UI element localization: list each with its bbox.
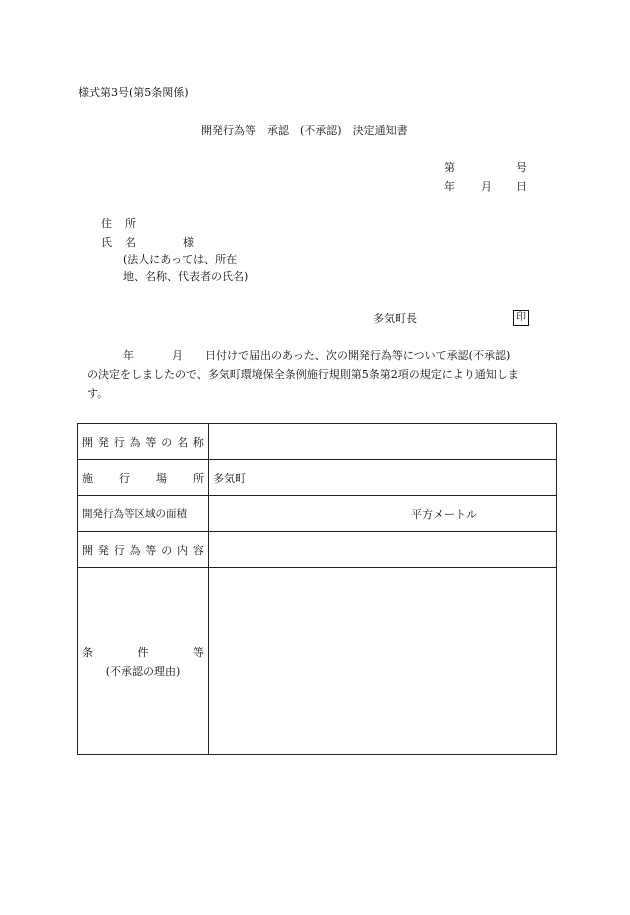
date-day: 日 <box>516 180 527 193</box>
label-char: 行 <box>119 471 130 485</box>
date-month: 月 <box>481 180 492 193</box>
name-label-1: 氏 <box>101 236 112 249</box>
table-row-area <box>78 496 557 532</box>
row-name-value[interactable] <box>209 424 557 460</box>
label-char: 等 <box>193 645 204 659</box>
row-conditions-value[interactable] <box>209 568 557 755</box>
label-char: 名 <box>177 435 189 449</box>
row-content-value[interactable] <box>209 532 557 568</box>
label-char: 開 <box>82 435 93 449</box>
label-char: 等 <box>145 435 157 449</box>
date-year: 年 <box>444 180 455 193</box>
number-dai: 第 <box>444 161 455 174</box>
label-char: 行 <box>113 435 125 449</box>
row-conditions-label <box>78 568 209 755</box>
body-text-line1: 日付けで届出のあった、次の開発行為等について承認(不承認) <box>205 349 511 362</box>
label-char: 発 <box>97 543 109 557</box>
label-char: 開 <box>82 543 93 557</box>
label-char: 為 <box>129 543 141 557</box>
recipient-note-line2: 地、名称、代表者の氏名) <box>123 270 249 283</box>
body-text-line3: す。 <box>87 387 109 400</box>
label-char: 施 <box>82 471 93 485</box>
issuer-title: 多気町長 <box>373 312 417 325</box>
label-char: 条 <box>82 645 93 659</box>
label-char: 等 <box>145 543 157 557</box>
conditions-sublabel: (不承認の理由) <box>105 664 181 678</box>
row-name-label <box>78 424 209 460</box>
name-label-2: 名 <box>125 236 136 249</box>
recipient-note-line1: (法人にあっては、所在 <box>123 253 238 266</box>
body-year: 年 <box>123 349 134 362</box>
table-row-location <box>78 460 557 496</box>
document-title: 開発行為等 承認 (不承認) 決定通知書 <box>201 124 408 137</box>
label-char: 称 <box>192 435 204 449</box>
number-go: 号 <box>516 161 527 174</box>
label-char: 件 <box>137 645 149 659</box>
table-row-conditions <box>78 568 557 755</box>
label-char: 発 <box>97 435 109 449</box>
address-label-1: 住 <box>101 217 112 230</box>
form-code: 様式第3号(第5条関係) <box>78 86 189 99</box>
body-text-line2: の決定をしましたので、多気町環境保全条例施行規則第5条第2項の規定により通知しま <box>87 368 519 381</box>
label-char: の <box>161 435 173 449</box>
seal-mark: 印 <box>513 310 529 326</box>
label-char: 場 <box>156 471 167 485</box>
table-row-name <box>78 424 557 460</box>
label-char: 行 <box>113 543 125 557</box>
row-location-value[interactable]: 多気町 <box>209 460 557 496</box>
address-label-2: 所 <box>125 217 136 230</box>
label-char: 容 <box>192 543 204 557</box>
table-row-content <box>78 532 557 568</box>
label-char: の <box>161 543 173 557</box>
label-char: 所 <box>193 471 204 485</box>
development-table <box>77 423 557 755</box>
area-unit: 平方メートル <box>411 507 477 521</box>
row-location-label <box>78 460 209 496</box>
name-honorific: 様 <box>183 236 194 249</box>
label-char: 内 <box>177 543 189 557</box>
label-char: 為 <box>129 435 141 449</box>
body-month: 月 <box>172 349 183 362</box>
row-area-label: 開発行為等区域の面積 <box>78 496 209 532</box>
row-area-value[interactable] <box>209 496 557 532</box>
row-content-label <box>78 532 209 568</box>
